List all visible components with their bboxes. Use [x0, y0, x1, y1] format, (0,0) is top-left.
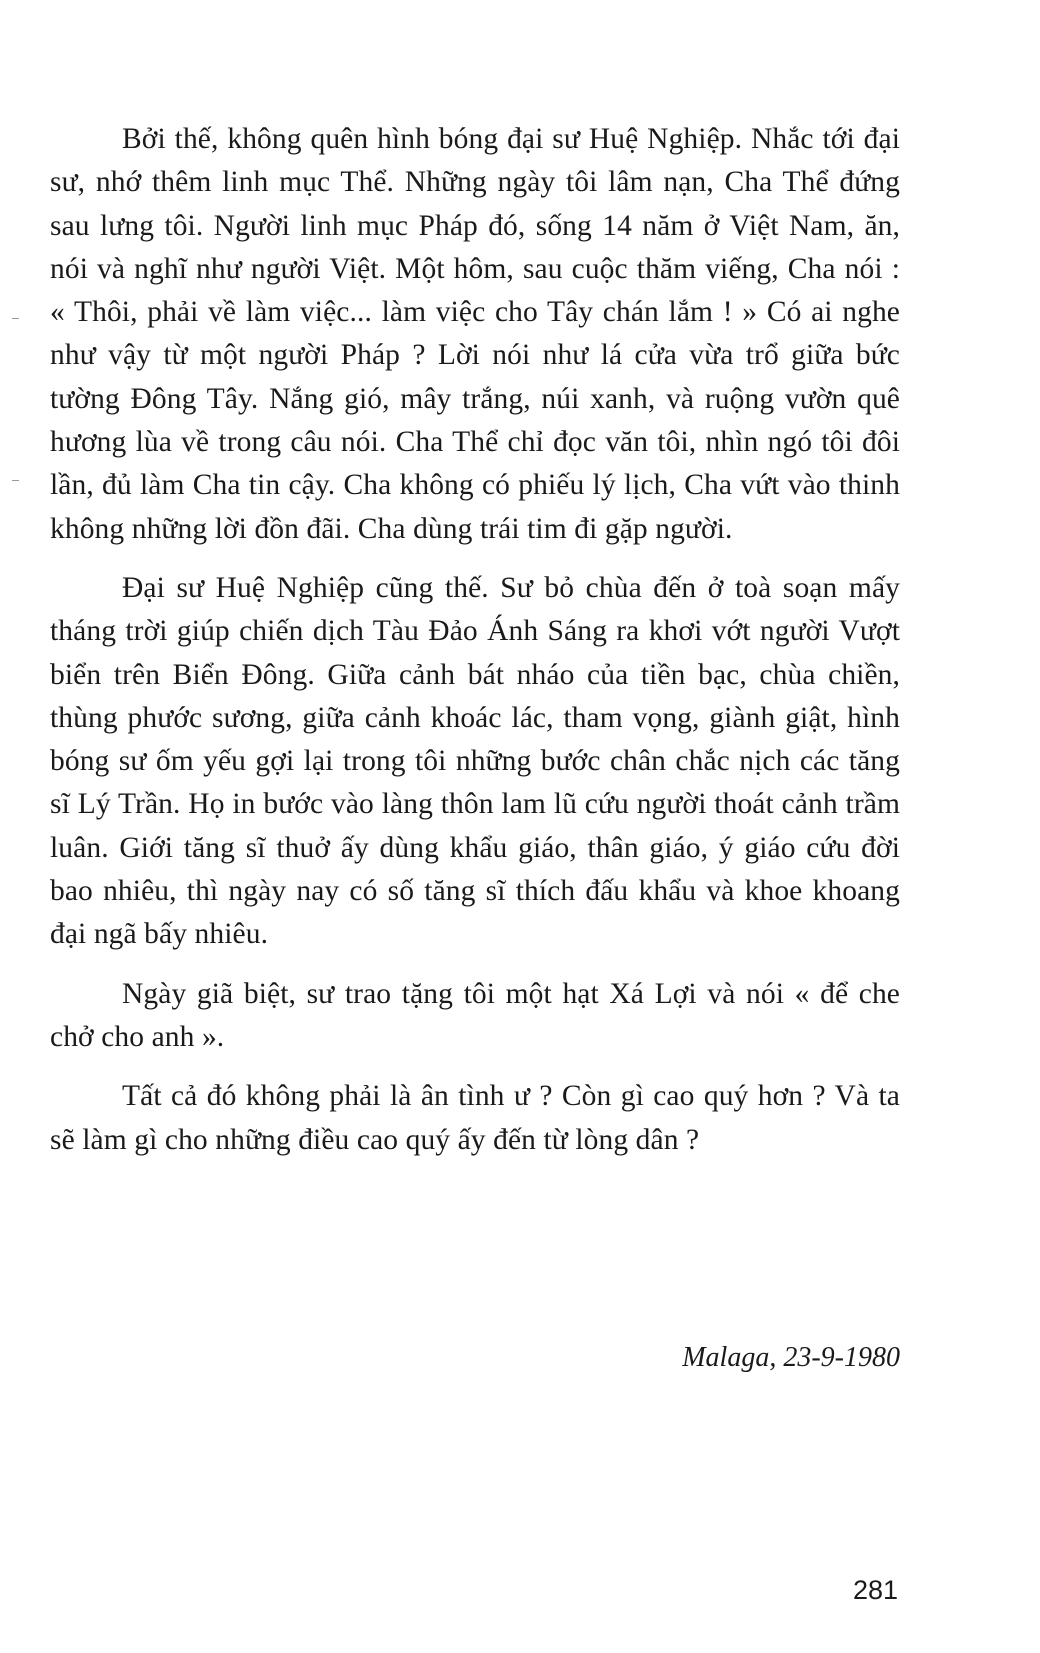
margin-mark — [12, 480, 19, 481]
paragraph: Ngày giã biệt, sư trao tặng tôi một hạt Xá Lợi và nói « để che chở cho anh ». — [50, 977, 900, 1053]
page-body — [50, 118, 900, 1162]
place-date-signature: Malaga, 23-9-1980 — [682, 1342, 900, 1373]
paragraph: Đại sư Huệ Nghiệp cũng thế. Sư bỏ chùa đến ở toà soạn mấy tháng trời giúp chiến dịch Tàu Đảo Ánh Sáng ra khơi vớt người Vượt biển trên Biển Đông. Giữa cảnh bát nháo của tiền bạc, chùa chiền, thùng phước sương, giữa cảnh khoác lác, tham vọng, giành giật, hình bóng sư ốm yếu gợi lại trong tôi những bước chân chắc nịch các tăng sĩ Lý Trần. Họ in bước vào làng thôn lam lũ cứu người thoát cảnh trầm luân. Giới tăng sĩ thuở ấy dùng khẩu giáo, thân giáo, ý giáo cứu đời bao nhiêu, thì ngày nay có số tăng sĩ thích đấu khẩu và khoe khoang đại ngã bấy nhiêu. — [50, 571, 900, 951]
paragraph: Tất cả đó không phải là ân tình ư ? Còn gì cao quý hơn ? Và ta sẽ làm gì cho những điều cao quý ấy đến từ lòng dân ? — [50, 1080, 900, 1156]
page-number: 281 — [852, 1575, 898, 1605]
margin-mark — [12, 318, 19, 319]
paragraph: Bởi thế, không quên hình bóng đại sư Huệ Nghiệp. Nhắc tới đại sư, nhớ thêm linh mục Thể. Những ngày tôi lâm nạn, Cha Thể đứng sau lưng tôi. Người linh mục Pháp đó, sống 14 năm ở Việt Nam, ăn, nói và nghĩ như người Việt. Một hôm, sau cuộc thăm viếng, Cha nói : « Thôi, phải về làm việc... làm việc cho Tây chán lắm ! » Có ai nghe như vậy từ một người Pháp ? Lời nói như lá cửa vừa trổ giữa bức tường Đông Tây. Nắng gió, mây trắng, núi xanh, và ruộng vườn quê hương lùa về trong câu nói. Cha Thể chỉ đọc văn tôi, nhìn ngó tôi đôi lần, đủ làm Cha tin cậy. Cha không có phiếu lý lịch, Cha vứt vào thinh không những lời đồn đãi. Cha dùng trái tim đi gặp người. — [50, 123, 900, 545]
